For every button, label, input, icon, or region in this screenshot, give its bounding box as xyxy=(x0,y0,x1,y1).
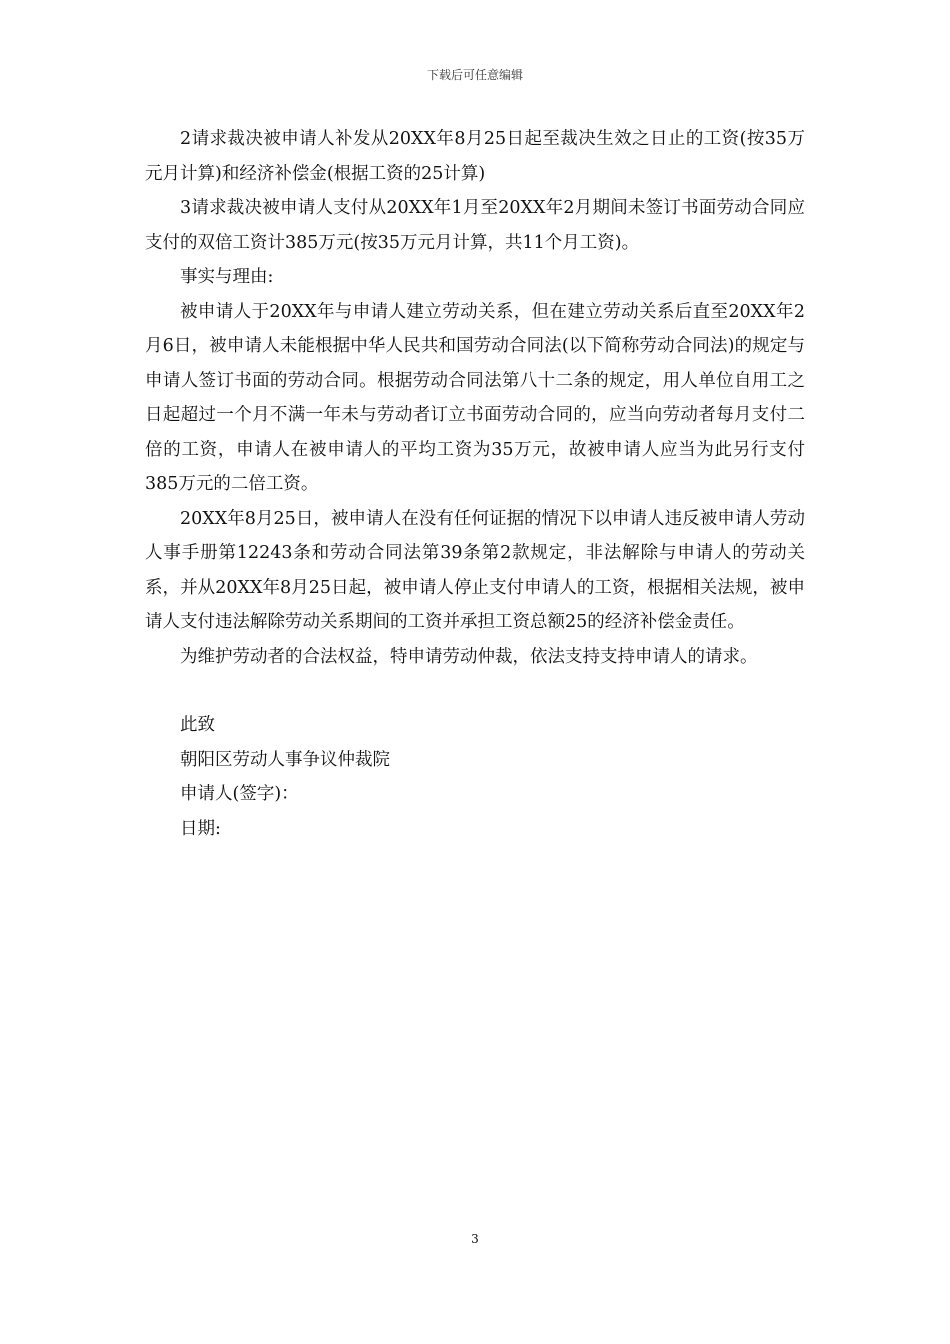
paragraph-conclusion: 为维护劳动者的合法权益，特申请劳动仲裁，依法支持支持申请人的请求。 xyxy=(180,646,758,667)
closing-signature: 申请人(签字)： xyxy=(180,784,299,804)
closing-salutation: 此致 xyxy=(180,715,215,735)
paragraph-facts-heading: 事实与理由: xyxy=(180,267,274,287)
paragraph-request-3: 3请求裁决被申请人支付从20XX年1月至20XX年2月期间未签订书面劳动合同应支付的双倍工资计385万元(按35万元月计算，共11个月工资)。 xyxy=(145,198,805,253)
closing-date: 日期: xyxy=(180,818,221,839)
paragraph-request-2: 2请求裁决被申请人补发从20XX年8月25日起至裁决生效之日止的工资(按35万元月计算)和经济补偿金(根据工资的25计算) xyxy=(145,129,805,184)
paragraph-facts-2: 20XX年8月25日，被申请人在没有任何证据的情况下以申请人违反被申请人劳动人事手册第12243条和劳动合同法第39条第2款规定，非法解除与申请人的劳动关系，并从20XX年8月25日起，被申请人停止支付申请人的工资，根据相关法规，被申请人支付违法解除劳动关系期间的工资并承担工资总额25的经济补偿金责任。 xyxy=(145,508,805,632)
closing-recipient: 朝阳区劳动人事争议仲裁院 xyxy=(180,749,390,770)
header-note: 下载后可任意编辑 xyxy=(426,68,523,82)
page-number: 3 xyxy=(471,1232,479,1246)
document-body xyxy=(145,122,805,846)
closing-block xyxy=(145,708,805,846)
paragraph-facts-1: 被申请人于20XX年与申请人建立劳动关系，但在建立劳动关系后直至20XX年2月6日，被申请人未能根据中华人民共和国劳动合同法(以下简称劳动合同法)的规定与申请人签订书面的劳动合同。根据劳动合同法第八十二条的规定，用人单位自用工之日起超过一个月不满一年未与劳动者订立书面劳动合同的，应当向劳动者每月支付二倍的工资，申请人在被申请人的平均工资为35万元，故被申请人应当为此另行支付385万元的二倍工资。 xyxy=(145,301,805,494)
